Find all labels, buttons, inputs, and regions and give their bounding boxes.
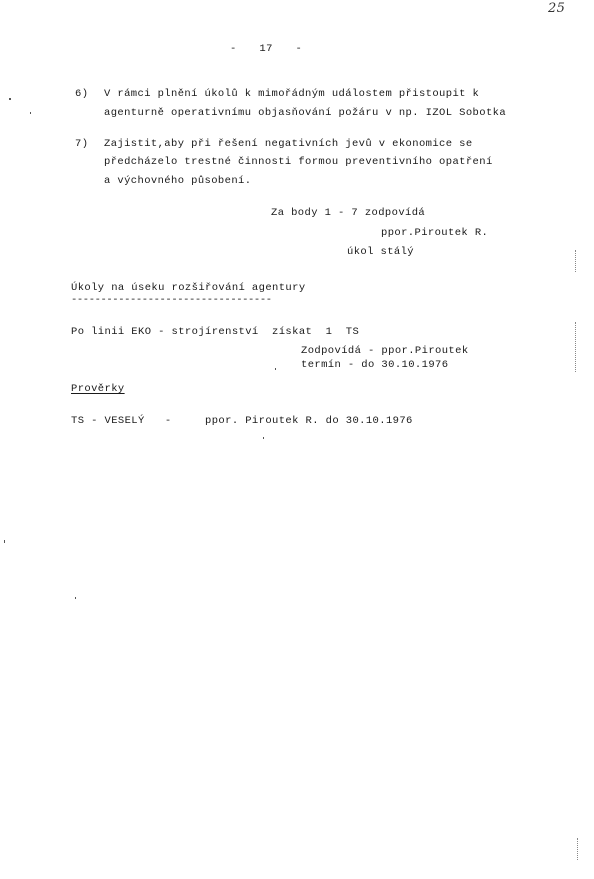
item-text-line: předcházelo trestné činnosti formou preventivního opatření <box>104 156 493 168</box>
responsibility-line: Za body 1 - 7 zodpovídá <box>271 207 426 219</box>
item-text-line: agenturně operativnímu objasňování požáru v np. IZOL Sobotka <box>104 107 507 119</box>
task-responsible: Zodpovídá - ppor.Piroutek <box>301 345 469 357</box>
section-heading-rule: ---------------------------------- <box>71 294 272 306</box>
task-line: Po linii EKO - strojírenství získat 1 TS <box>71 326 360 338</box>
item-number: 7) <box>75 138 89 150</box>
scan-speck <box>275 368 276 370</box>
item-number: 6) <box>75 88 89 100</box>
scan-speck <box>9 98 11 100</box>
section-heading: Úkoly na úseku rozšiřování agentury <box>71 282 306 294</box>
scan-speck <box>263 437 264 439</box>
scan-edge-dots <box>575 322 577 372</box>
responsible-person: ppor.Piroutek R. <box>381 227 489 239</box>
task-deadline: termín - do 30.10.1976 <box>301 359 449 371</box>
scan-speck <box>4 540 5 543</box>
scan-edge-dots <box>577 838 579 860</box>
item-text-line: a výchovného působení. <box>104 175 252 187</box>
checks-heading: Prověrky <box>71 383 125 395</box>
page-number-header: - 17 - <box>230 43 303 55</box>
checks-entry: TS - VESELÝ - ppor. Piroutek R. do 30.10.1976 <box>71 415 413 427</box>
scan-edge-dots <box>575 250 577 272</box>
handwritten-page-number: 25 <box>548 1 566 16</box>
task-status: úkol stálý <box>347 246 415 258</box>
item-text-line: V rámci plnění úkolů k mimořádným událostem přistoupit k <box>104 88 480 100</box>
item-text-line: Zajistit,aby při řešení negativních jevů v ekonomice se <box>104 138 473 150</box>
scan-speck <box>75 597 76 599</box>
scan-speck <box>30 112 31 114</box>
